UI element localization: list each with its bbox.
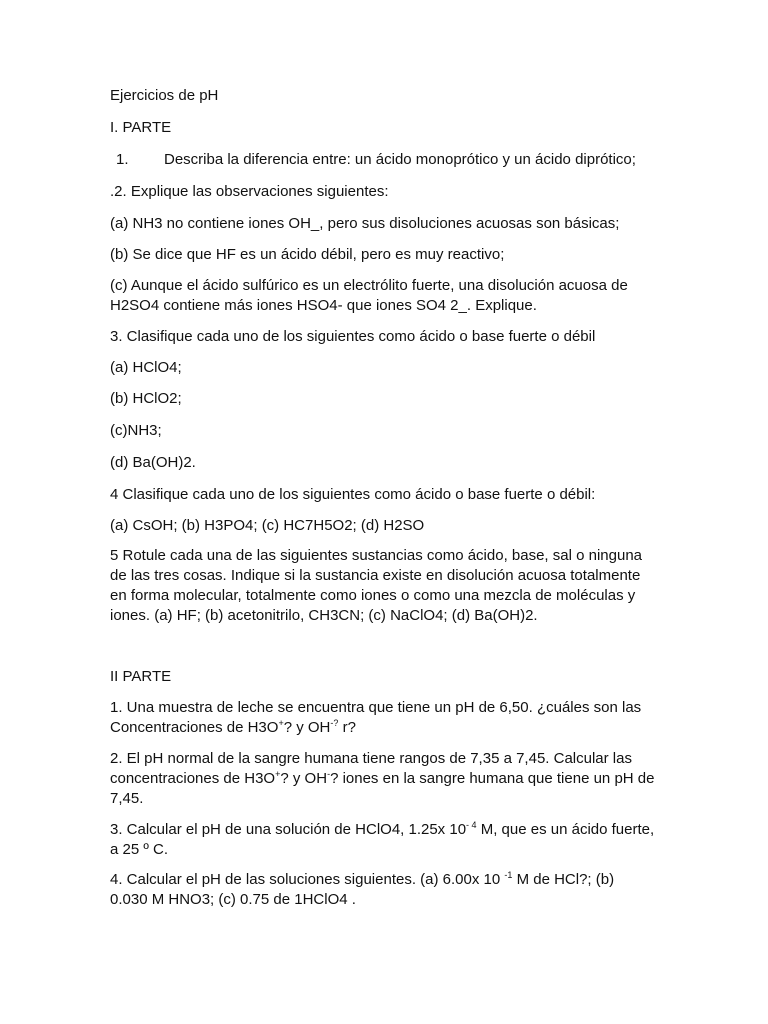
- part1-question-4: 4 Clasifique cada uno de los siguientes como ácido o base fuerte o débil:: [110, 486, 596, 503]
- part2-q3-sup-exponent: - 4: [466, 820, 477, 830]
- part2-q4-sup-exponent: -1: [504, 870, 513, 880]
- part1-question-1: [110, 150, 670, 170]
- part1-question-2a: (a) NH3 no contiene iones OH_, pero sus disoluciones acuosas son básicas;: [110, 215, 620, 232]
- question-1-text: Describa la diferencia entre: un ácido monoprótico y un ácido diprótico;: [164, 151, 636, 168]
- part2-q3-text-a: 3. Calcular el pH de una solución de HClO4, 1.25x 10: [110, 821, 467, 838]
- part1-question-4a: (a) CsOH; (b) H3PO4; (c) HC7H5O2; (d) H2SO: [110, 517, 425, 534]
- part2-q2-sup-plus: +: [275, 769, 281, 779]
- part2-q4-text-a: 4. Calcular el pH de las soluciones siguientes. (a) 6.00x 10: [110, 871, 505, 888]
- question-1-number: 1.: [116, 151, 129, 168]
- part1-question-3: 3. Clasifique cada uno de los siguientes como ácido o base fuerte o débil: [110, 328, 596, 345]
- part1-question-3a: (a) HClO4;: [110, 359, 182, 376]
- part1-heading: I. PARTE: [110, 119, 172, 136]
- part2-q4-text-b: M de HCl?; (b) 0.030 M HNO3; (c) 0.75 de 1HClO4 .: [110, 871, 615, 908]
- part2-q1-text-c: r?: [338, 719, 356, 736]
- part1-question-2: .2. Explique las observaciones siguientes:: [110, 183, 389, 200]
- part2-q2-sup-minus: -: [327, 769, 331, 779]
- part2-q2-text-c: ? iones en la sangre humana que tiene un pH de 7,45.: [110, 770, 655, 807]
- part2-question-4: [110, 870, 655, 910]
- part2-q2-text-b: ? y OH: [280, 770, 328, 787]
- part2-q1-sup-minus: -?: [330, 718, 339, 728]
- part2-q3-text-b: M, que es un ácido fuerte, a 25 º C.: [110, 821, 655, 858]
- part1-question-5: 5 Rotule cada una de las siguientes sustancias como ácido, base, sal o ninguna de las tres cosas. Indique si la sustancia existe en disolución acuosa totalmente en forma molecular, totalmente como iones o como una mezcla de moléculas y iones. (a) HF; (b) acetonitrilo, CH3CN; (c) NaClO4; (d) Ba(OH)2.: [110, 547, 643, 624]
- part1-question-3c: (c)NH3;: [110, 422, 162, 439]
- part2-heading: II PARTE: [110, 668, 172, 685]
- part1-question-3b: (b) HClO2;: [110, 390, 182, 407]
- part2-q1-text-a: 1. Una muestra de leche se encuentra que tiene un pH de 6,50. ¿cuáles son las Concentraciones de H3O: [110, 699, 642, 736]
- part2-question-2: [110, 749, 655, 809]
- part1-question-2c: (c) Aunque el ácido sulfúrico es un electrólito fuerte, una disolución acuosa de H2SO4 contiene más iones HSO4- que iones SO4 2_. Explique.: [110, 277, 628, 314]
- part2-question-3: [110, 820, 655, 860]
- document-title: Ejercicios de pH: [110, 87, 219, 104]
- part1-question-2b: (b) Se dice que HF es un ácido débil, pero es muy reactivo;: [110, 246, 505, 263]
- part2-q2-text-a: 2. El pH normal de la sangre humana tiene rangos de 7,35 a 7,45. Calcular las concentraciones de H3O: [110, 750, 632, 787]
- part2-q1-sup-plus: +: [278, 718, 284, 728]
- part2-q1-text-b: ? y OH: [283, 719, 331, 736]
- part2-question-1: [110, 698, 655, 738]
- part1-question-3d: (d) Ba(OH)2.: [110, 454, 196, 471]
